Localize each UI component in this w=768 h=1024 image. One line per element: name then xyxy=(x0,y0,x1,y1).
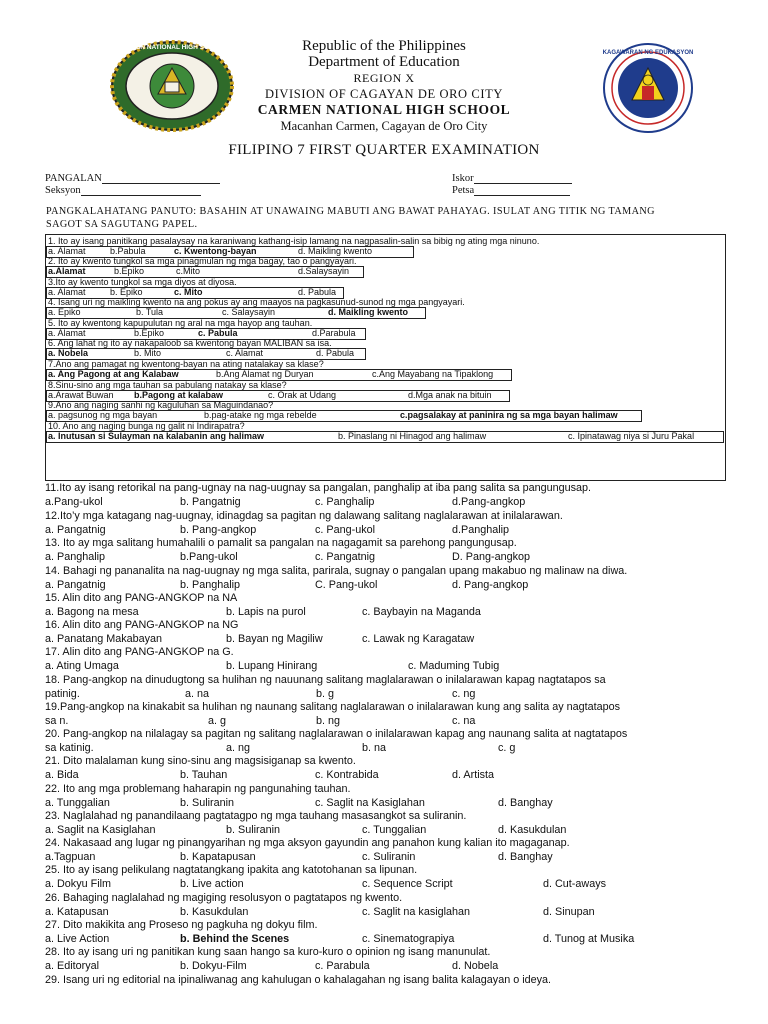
choice-24a[interactable]: a.Tagpuan xyxy=(45,851,96,863)
choice-27d[interactable]: d. Tunog at Musika xyxy=(543,933,635,945)
school-name: CARMEN NATIONAL HIGH SCHOOL xyxy=(257,102,511,117)
iskor-field[interactable] xyxy=(452,173,572,184)
choice-11b[interactable]: b. Pangatnig xyxy=(180,496,241,508)
question-16: 16. Alin dito ang PANG-ANGKOP na NG xyxy=(45,619,239,631)
choice-13a[interactable]: a. Panghalip xyxy=(45,551,106,563)
question-9: 9.Ano ang naging sanhi ng kaguluhan sa Maguindanao? xyxy=(48,400,274,410)
question-18-cont: patinig. xyxy=(45,688,80,700)
question-10: 10. Ano ang naging bunga ng galit ni Indirapatra? xyxy=(48,421,245,431)
choice-5c[interactable]: c. Pabula xyxy=(198,328,238,338)
instructions-line-2: SAGOT SA SAGUTANG PAPEL. xyxy=(46,219,198,230)
choice-4a[interactable]: a. Epiko xyxy=(48,307,81,317)
question-17: 17. Alin dito ang PANG-ANGKOP na G. xyxy=(45,646,234,658)
choice-16c[interactable]: c. Lawak ng Karagataw xyxy=(362,633,475,645)
choice-2c[interactable]: c.Mito xyxy=(176,266,201,276)
choice-26b[interactable]: b. Kasukdulan xyxy=(180,906,249,918)
choice-12d[interactable]: d.Panghalip xyxy=(452,524,510,536)
choice-22d[interactable]: d. Banghay xyxy=(498,797,553,809)
choice-1b[interactable]: b.Pabula xyxy=(110,246,146,256)
question-21: 21. Dito malalaman kung sino-sinu ang magsisiganap sa kwento. xyxy=(45,755,356,767)
choice-3b[interactable]: b. Epiko xyxy=(110,287,143,297)
petsa-line xyxy=(474,185,570,196)
choice-23a[interactable]: a. Saglit na Kasiglahan xyxy=(45,824,156,836)
choice-14d[interactable]: d. Pang-angkop xyxy=(452,579,529,591)
choice-17a[interactable]: a. Ating Umaga xyxy=(45,660,119,672)
seksyon-line xyxy=(81,185,201,196)
choice-15a[interactable]: a. Bagong na mesa xyxy=(45,606,139,618)
seksyon-field[interactable] xyxy=(45,185,201,196)
choice-17c[interactable]: c. Maduming Tubig xyxy=(408,660,500,672)
choice-23c[interactable]: c. Tunggalian xyxy=(362,824,427,836)
choice-8d[interactable]: d.Mga anak na bituin xyxy=(408,390,492,400)
choice-22c[interactable]: c. Saglit na Kasiglahan xyxy=(315,797,425,809)
choice-19b[interactable]: b. ng xyxy=(316,715,341,727)
school-location: Macanhan Carmen, Cagayan de Oro City xyxy=(280,119,488,133)
republic-title: Republic of the Philippines xyxy=(302,38,466,54)
choice-6d[interactable]: d. Pabula xyxy=(316,348,355,358)
choice-20a[interactable]: a. ng xyxy=(226,742,251,754)
question-11: 11.Ito ay isang retorikal na pang-ugnay na nag-uugnay sa pangalan, panghalip at iba pang salita sa pangungusap. xyxy=(45,482,592,494)
choice-28a[interactable]: a. Editoryal xyxy=(45,960,100,972)
choice-13c[interactable]: c. Pangatnig xyxy=(315,551,376,563)
svg-text:CARMEN NATIONAL HIGH SCHOOL: CARMEN NATIONAL HIGH SCHOOL xyxy=(116,44,228,51)
choice-25a[interactable]: a. Dokyu Film xyxy=(45,878,111,890)
question-4: 4. Isang uri ng maikling kwento na ang pokus ay ang maayos na pagkasunud-sunod ng mga pangyayari. xyxy=(48,297,465,307)
division-title: DIVISION OF CAGAYAN DE ORO CITY xyxy=(265,87,503,101)
question-23: 23. Naglalahad ng panandilaang pagtatagpo ng mga tauhang masasangkot sa suliranin. xyxy=(45,810,467,822)
department-title: Department of Education xyxy=(308,54,460,70)
petsa-label: Petsa xyxy=(452,185,475,196)
choice-13d[interactable]: D. Pang-angkop xyxy=(452,551,531,563)
choice-8c[interactable]: c. Orak at Udang xyxy=(268,390,337,400)
question-20: 20. Pang-angkop na nilalagay sa pagitan ng salitang naglalarawan o inilalarawan kapag ang naunang salita at nagtatapos xyxy=(45,728,628,740)
choice-17b[interactable]: b. Lupang Hinirang xyxy=(226,660,318,672)
choice-4b[interactable]: b. Tula xyxy=(136,307,164,317)
choice-21a[interactable]: a. Bida xyxy=(45,769,79,781)
choice-18a[interactable]: a. na xyxy=(185,688,210,700)
pangalan-label: PANGALAN xyxy=(45,173,102,184)
question-8: 8.Sinu-sino ang mga tauhan sa pabulang natakay sa klase? xyxy=(48,380,287,390)
svg-text:KAGAWARAN NG EDUKASYON: KAGAWARAN NG EDUKASYON xyxy=(602,50,694,56)
choice-3a[interactable]: a. Alamat xyxy=(48,287,86,297)
choice-12a[interactable]: a. Pangatnig xyxy=(45,524,106,536)
question-2: 2. Ito ay kwento tungkol sa mga pinagmulan ng mga bagay, tao o pangyayari. xyxy=(48,256,357,266)
choice-5a[interactable]: a. Alamat xyxy=(48,328,86,338)
choice-7c[interactable]: c.Ang Mayabang na Tipaklong xyxy=(372,369,494,379)
choice-8a[interactable]: a.Arawat Buwan xyxy=(48,390,114,400)
question-14: 14. Bahagi ng pananalita na nag-uugnay ng mga salita, parirala, sugnay o pangalan upang makabuo ng malinaw na diwa. xyxy=(45,565,628,577)
deped-seal-logo xyxy=(602,42,694,134)
choice-11a[interactable]: a.Pang-ukol xyxy=(45,496,103,508)
choice-14c[interactable]: C. Pang-ukol xyxy=(315,579,378,591)
question-28: 28. Ito ay isang uri ng panitikan kung saan hango sa kuro-kuro o opinion ng isang manunulat. xyxy=(45,946,491,958)
choice-14a[interactable]: a. Pangatnig xyxy=(45,579,106,591)
choice-27c[interactable]: c. Sinematograpiya xyxy=(362,933,455,945)
question-7: 7.Ano ang pamagat ng kwentong-bayan na ating natalakay sa klase? xyxy=(48,359,324,369)
choice-12b[interactable]: b. Pang-angkop xyxy=(180,524,257,536)
choice-1a[interactable]: a. Alamat xyxy=(48,246,86,256)
question-20-cont: sa katinig. xyxy=(45,742,94,754)
pangalan-field[interactable] xyxy=(45,173,220,184)
seksyon-label: Seksyon xyxy=(45,185,81,196)
iskor-label: Iskor xyxy=(452,173,474,184)
question-1: 1. Ito ay isang panitikang pasalaysay na karaniwang kathang-isip lamang na nagpasalin-salin sa bibig ng ating mga ninuno. xyxy=(48,236,540,246)
choice-27b[interactable]: b. Behind the Scenes xyxy=(180,933,290,945)
document-header xyxy=(200,38,568,134)
question-27: 27. Dito makikita ang Proseso ng pagkuha ng dokyu film. xyxy=(45,919,318,931)
choice-19a[interactable]: a. g xyxy=(208,715,227,727)
choice-27a[interactable]: a. Live Action xyxy=(45,933,110,945)
choice-5d[interactable]: d.Parabula xyxy=(312,328,356,338)
choice-9a[interactable]: a. pagsunog ng mga bayan xyxy=(48,410,158,420)
choice-10a[interactable]: a. Inutusan si Sulayman na kalabanin ang halimaw xyxy=(48,431,265,441)
choice-25d[interactable]: d. Cut-aways xyxy=(543,878,607,890)
choice-24c[interactable]: c. Suliranin xyxy=(362,851,416,863)
question-24: 24. Nakasaad ang lugar ng pinangyarihan ng mga aksyon gayundin ang panahon kung kalian ito magaganap. xyxy=(45,837,570,849)
choice-9b[interactable]: b.pag-atake ng mga rebelde xyxy=(204,410,317,420)
choice-3d[interactable]: d. Pabula xyxy=(298,287,337,297)
question-12: 12.Ito’y mga katagang nag-uugnay, idinagdag sa pagitan ng dalawang salitang naglalarawan at inilalarawan. xyxy=(45,510,563,522)
boxed-questions-table xyxy=(45,234,726,481)
choice-7a[interactable]: a. Ang Pagong at ang Kalabaw xyxy=(48,369,179,379)
choice-18c[interactable]: c. ng xyxy=(452,688,476,700)
choice-28d[interactable]: d. Nobela xyxy=(452,960,499,972)
choice-11d[interactable]: d.Pang-angkop xyxy=(452,496,526,508)
choice-2d[interactable]: d.Salaysayin xyxy=(298,266,350,276)
choice-5b[interactable]: b.Epiko xyxy=(134,328,165,338)
question-13: 13. Ito ay mga salitang humahalili o pamalit sa pangalan na nagagamit sa parehong pangungusap. xyxy=(45,537,517,549)
choice-8b[interactable]: b.Pagong at kalabaw xyxy=(134,390,224,400)
choice-22a[interactable]: a. Tunggalian xyxy=(45,797,110,809)
instructions-line-1: PANGKALAHATANG PANUTO: BASAHIN AT UNAWAING MABUTI ANG BAWAT PAHAYAG. ISULAT ANG TITIK NG TAMANG xyxy=(46,206,655,217)
choice-21d[interactable]: d. Artista xyxy=(452,769,495,781)
choice-16b[interactable]: b. Bayan ng Magiliw xyxy=(226,633,323,645)
choice-20c[interactable]: c. g xyxy=(498,742,516,754)
choice-6a[interactable]: a. Nobela xyxy=(48,348,89,358)
question-6: 6. Ang lahat ng ito ay nakapaloob sa kwentong bayan MALIBAN sa isa. xyxy=(48,338,332,348)
choice-20b[interactable]: b. na xyxy=(362,742,387,754)
choice-26d[interactable]: d. Sinupan xyxy=(543,906,595,918)
choice-2a[interactable]: a.Alamat xyxy=(48,266,86,276)
choice-16a[interactable]: a. Panatang Makabayan xyxy=(45,633,163,645)
question-22: 22. Ito ang mga problemang haharapin ng pangunahing tauhan. xyxy=(45,783,351,795)
general-instructions xyxy=(46,205,726,231)
exam-title: FILIPINO 7 FIRST QUARTER EXAMINATION xyxy=(228,142,540,158)
petsa-field[interactable] xyxy=(452,185,570,196)
choice-28c[interactable]: c. Parabula xyxy=(315,960,370,972)
choice-18b[interactable]: b. g xyxy=(316,688,335,700)
choice-7b[interactable]: b.Ang Alamat ng Duryan xyxy=(216,369,314,379)
choice-10b[interactable]: b. Pinaslang ni Hinagod ang halimaw xyxy=(338,431,487,441)
question-25: 25. Ito ay isang pelikulang nagtatangkang ipakita ang katotohanan sa lipunan. xyxy=(45,864,418,876)
region-title: REGION X xyxy=(353,71,415,85)
choice-25b[interactable]: b. Live action xyxy=(180,878,244,890)
choice-24b[interactable]: b. Kapatapusan xyxy=(180,851,256,863)
choice-1c[interactable]: c. Kwentong-bayan xyxy=(174,246,257,256)
choice-26c[interactable]: c. Saglit na kasiglahan xyxy=(362,906,471,918)
choice-23d[interactable]: d. Kasukdulan xyxy=(498,824,567,836)
choice-10c[interactable]: c. Ipinatawag niya si Juru Pakal xyxy=(568,431,695,441)
question-26: 26. Bahaging naglalahad ng magiging resolusyon o pagtatapos ng kwento. xyxy=(45,892,403,904)
question-19-cont: sa n. xyxy=(45,715,69,727)
choice-23b[interactable]: b. Suliranin xyxy=(226,824,281,836)
choice-12c[interactable]: c. Pang-ukol xyxy=(315,524,376,536)
choice-9c[interactable]: c.pagsalakay at paninira ng sa mga bayan halimaw xyxy=(400,410,618,420)
question-18: 18. Pang-angkop na dinudugtong sa hulihan ng nauunang salitang maglalarawan o inilalarawan kapag nagtatapos sa xyxy=(45,674,606,686)
choice-14b[interactable]: b. Panghalip xyxy=(180,579,241,591)
choice-4c[interactable]: c. Salaysayin xyxy=(222,307,276,317)
choice-1d[interactable]: d. Maikling kwento xyxy=(298,246,373,256)
question-15: 15. Alin dito ang PANG-ANGKOP na NA xyxy=(45,592,238,604)
choice-3c[interactable]: c. Mito xyxy=(174,287,203,297)
choice-25c[interactable]: c. Sequence Script xyxy=(362,878,453,890)
choice-26a[interactable]: a. Katapusan xyxy=(45,906,109,918)
pangalan-line xyxy=(102,173,220,184)
choice-28b[interactable]: b. Dokyu-Film xyxy=(180,960,247,972)
choice-19c[interactable]: c. na xyxy=(452,715,476,727)
question-19: 19.Pang-angkop na kinakabit sa hulihan ng naunang salitang naglalarawan o inilalarawan kung ang salita ay nagtatapos xyxy=(45,701,621,713)
question-3: 3.Ito ay kwento tungkol sa mga diyos at diyosa. xyxy=(48,277,237,287)
choice-6c[interactable]: c. Alamat xyxy=(226,348,264,358)
choice-15c[interactable]: c. Baybayin na Maganda xyxy=(362,606,481,618)
choice-15b[interactable]: b. Lapis na purol xyxy=(226,606,306,618)
choice-21c[interactable]: c. Kontrabida xyxy=(315,769,379,781)
iskor-line xyxy=(474,173,572,184)
choice-22b[interactable]: b. Suliranin xyxy=(180,797,235,809)
choice-21b[interactable]: b. Tauhan xyxy=(180,769,228,781)
choice-11c[interactable]: c. Panghalip xyxy=(315,496,375,508)
question-29: 29. Isang uri ng editorial na ipinaliwanag ang kahulugan o kahalagahan ng isang balita kalagayan o ideya. xyxy=(45,974,552,986)
choice-2b[interactable]: b.Epiko xyxy=(114,266,145,276)
question-5: 5. Ito ay kwentong kapupulutan ng aral na mga hayop ang tauhan. xyxy=(48,318,313,328)
choice-4d[interactable]: d. Maikling kwento xyxy=(328,307,409,317)
choice-13b[interactable]: b.Pang-ukol xyxy=(180,551,238,563)
choice-6b[interactable]: b. Mito xyxy=(134,348,162,358)
choice-24d[interactable]: d. Banghay xyxy=(498,851,553,863)
